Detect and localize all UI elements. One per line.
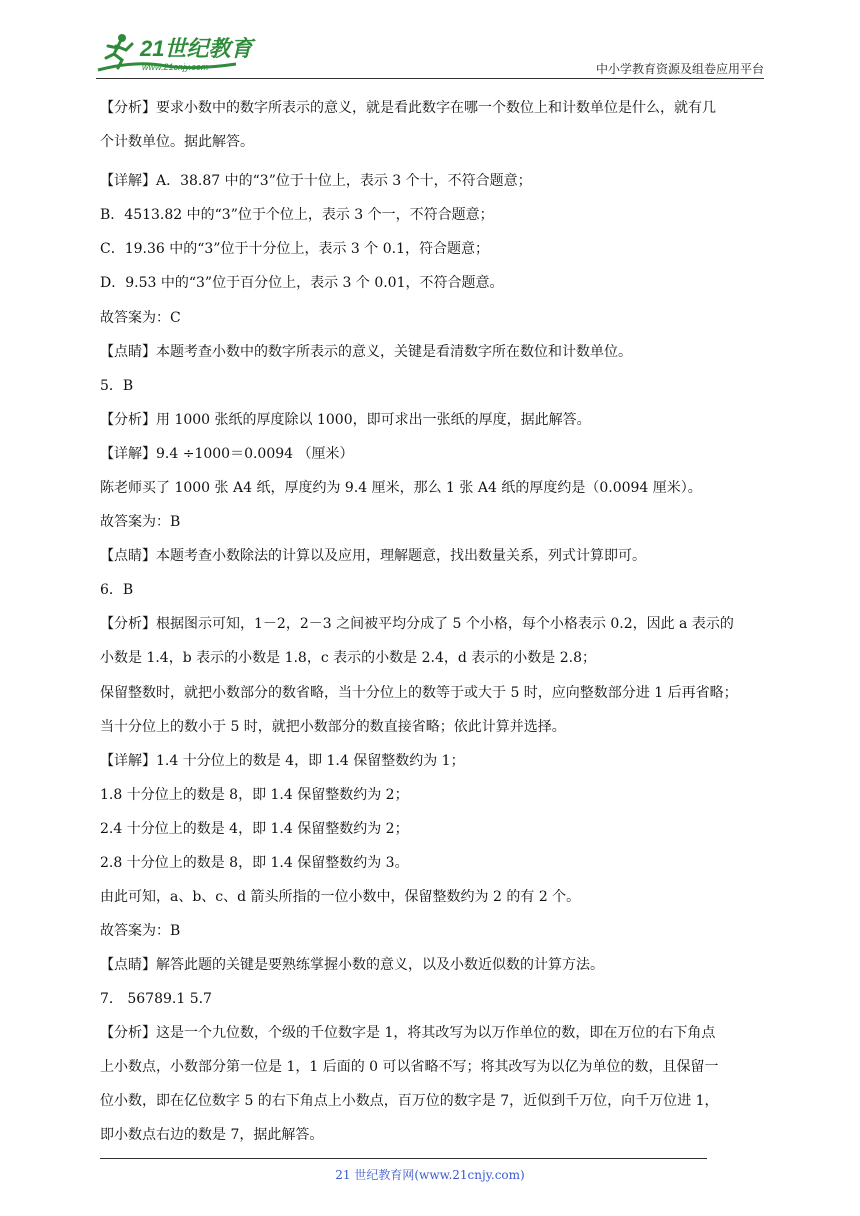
platform-name: 中小学教育资源及组卷应用平台 — [595, 62, 764, 76]
page-footer: 21 世纪教育网(www.21cnjy.com) — [335, 1168, 525, 1182]
text-line: 即小数点右边的数是 7，据此解答。 — [100, 1127, 324, 1143]
text-line: C．19.36 中的“3”位于十分位上，表示 3 个 0.1，符合题意； — [100, 241, 489, 257]
text-line: 【点睛】本题考查小数除法的计算以及应用，理解题意，找出数量关系，列式计算即可。 — [100, 548, 646, 564]
text-line: 【分析】这是一个九位数，个级的千位数字是 1，将其改写为以万作单位的数，即在万位的右下角点 — [100, 1025, 716, 1041]
text-line: B．4513.82 中的“3”位于个位上，表示 3 个一，不符合题意； — [100, 207, 494, 223]
logo-url: www.21cnjy.com — [142, 62, 209, 72]
text-line: 由此可知，a、b、c、d 箭头所指的一位小数中，保留整数约为 2 的有 2 个。 — [100, 889, 581, 905]
text-line: 【点睛】解答此题的关键是要熟练掌握小数的意义，以及小数近似数的计算方法。 — [100, 957, 604, 973]
text-line: 【分析】要求小数中的数字所表示的意义，就是看此数字在哪一个数位上和计数单位是什么，就有几 — [100, 100, 716, 116]
text-line: 陈老师买了 1000 张 A4 纸，厚度约为 9.4 厘米，那么 1 张 A4 纸的厚度约是（0.0094 厘米）。 — [100, 480, 702, 496]
text-line: 上小数点，小数部分第一位是 1，1 后面的 0 可以省略不写；将其改写为以亿为单位的数，且保留一 — [100, 1059, 719, 1075]
text-line: 保留整数时，就把小数部分的数省略，当十分位上的数等于或大于 5 时，应向整数部分进 1 后再省略； — [100, 685, 738, 701]
header-divider — [96, 78, 764, 79]
text-line: 故答案为：C — [100, 310, 181, 326]
text-line: 故答案为：B — [100, 514, 181, 530]
text-line: 1.8 十分位上的数是 8，即 1.4 保留整数约为 2； — [100, 787, 409, 803]
text-line: 个计数单位。据此解答。 — [100, 134, 254, 150]
text-line: 故答案为：B — [100, 923, 181, 939]
runner-logo-icon — [96, 30, 266, 76]
text-line: 【分析】根据图示可知，1－2，2－3 之间被平均分成了 5 个小格，每个小格表示 0.2，因此 a 表示的 — [100, 616, 734, 632]
text-line: 2.4 十分位上的数是 4，即 1.4 保留整数约为 2； — [100, 821, 409, 837]
text-line: 2.8 十分位上的数是 8，即 1.4 保留整数约为 3。 — [100, 855, 409, 871]
text-line: 【分析】用 1000 张纸的厚度除以 1000，即可求出一张纸的厚度，据此解答。 — [100, 412, 591, 428]
logo — [96, 30, 266, 76]
page-header — [96, 30, 764, 78]
text-line: 6．B — [100, 582, 134, 598]
text-line: 【点睛】本题考查小数中的数字所表示的意义，关键是看清数字所在数位和计数单位。 — [100, 344, 632, 360]
text-line: D．9.53 中的“3”位于百分位上，表示 3 个 0.01，不符合题意。 — [100, 275, 504, 291]
text-line: 【详解】9.4 ÷1000＝0.0094 （厘米） — [100, 446, 354, 462]
text-line: 7． 56789.1 5.7 — [100, 991, 212, 1007]
text-line: 【详解】A．38.87 中的“3”位于十位上，表示 3 个十，不符合题意； — [100, 173, 532, 189]
logo-title: 21世纪教育 — [140, 36, 253, 61]
text-line: 【详解】1.4 十分位上的数是 4，即 1.4 保留整数约为 1； — [100, 753, 465, 769]
text-line: 位小数，即在亿位数字 5 的右下角点上小数点，百万位的数字是 7，近似到千万位，向千万位进 1， — [100, 1093, 719, 1109]
text-line: 小数是 1.4，b 表示的小数是 1.8，c 表示的小数是 2.4，d 表示的小数是 2.8； — [100, 650, 596, 666]
text-line: 当十分位上的数小于 5 时，就把小数部分的数直接省略；依此计算并选择。 — [100, 719, 566, 735]
footer-divider — [100, 1158, 707, 1159]
text-line: 5．B — [100, 378, 134, 394]
